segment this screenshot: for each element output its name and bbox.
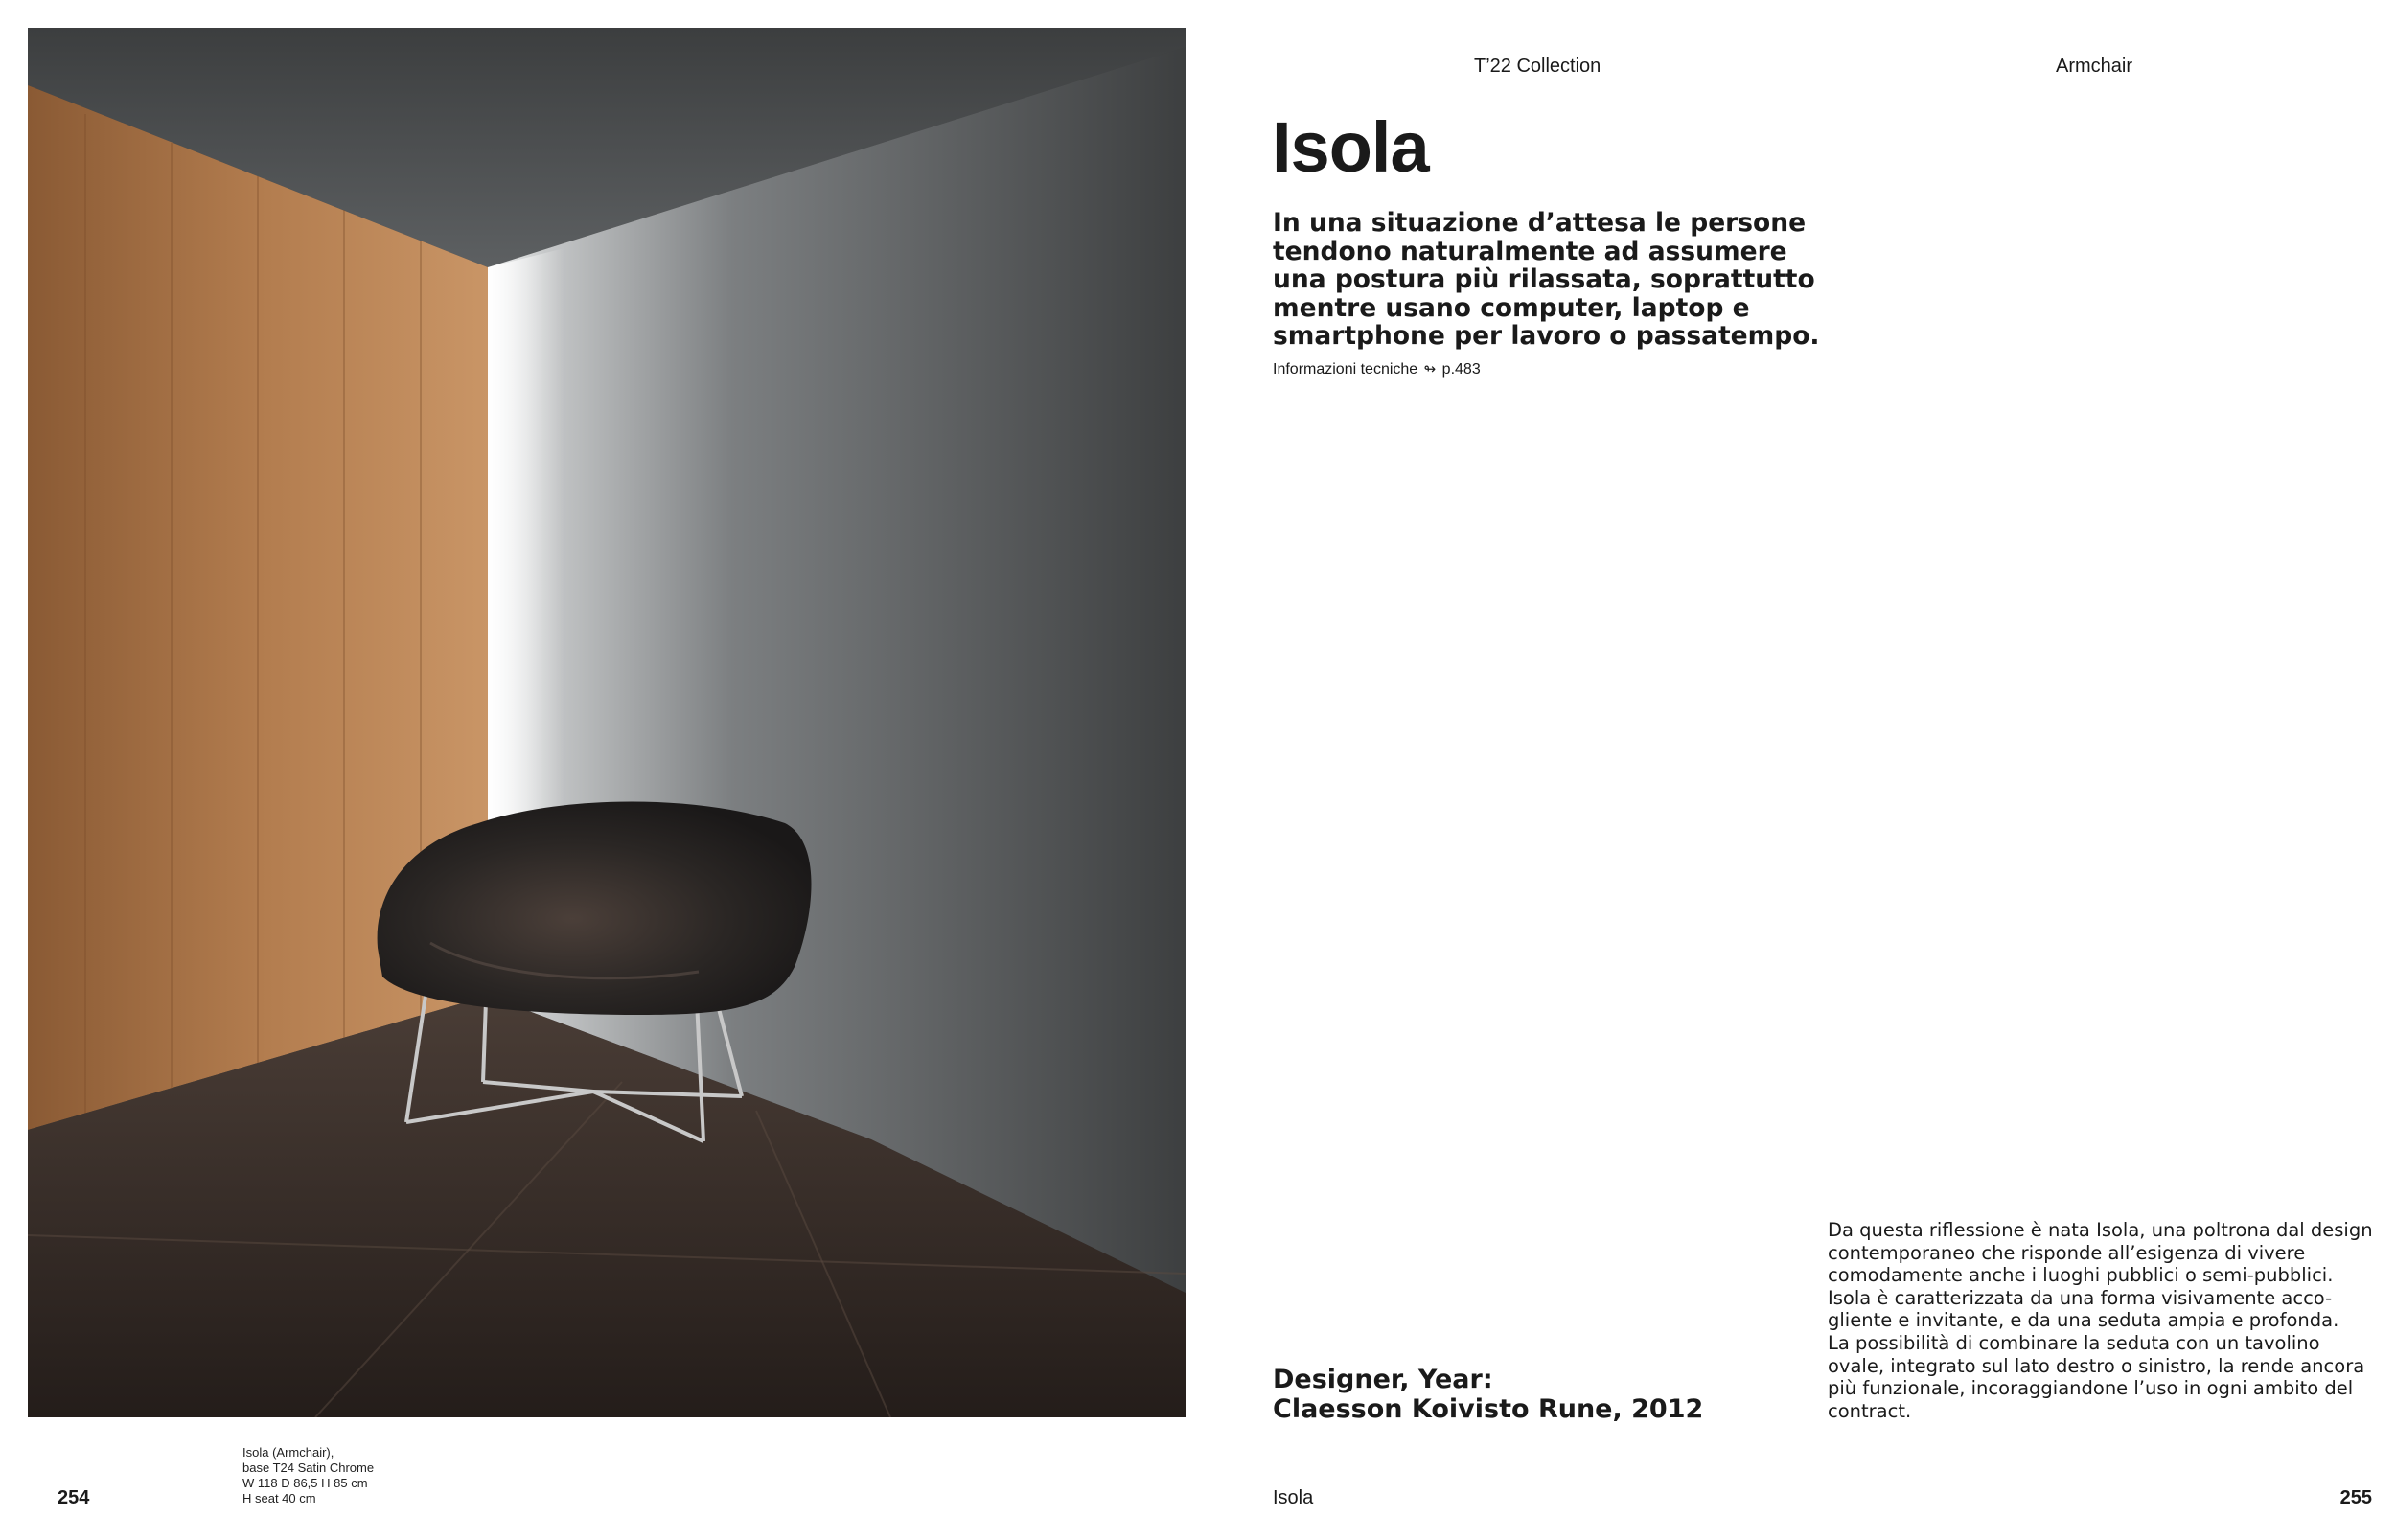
tech-info-page: p.483 [1441,361,1481,378]
description-line: contract. [1828,1399,1912,1422]
curved-arrow-icon: ↬ [1423,360,1437,378]
collection-label: T’22 Collection [1474,56,1601,77]
page-number-right: 255 [2339,1487,2372,1508]
designer-value: Claesson Koivisto Rune, 2012 [1273,1394,1704,1424]
description-paragraph [1828,1219,2384,1422]
page-number-left: 254 [58,1487,90,1508]
caption-line: H seat 40 cm [242,1491,316,1506]
description-line: più funzionale, incoraggiandone l’uso in ogni ambito del [1828,1377,2354,1400]
intro-line: mentre usano computer, laptop e [1273,292,1750,323]
description-line: La possibilità di combinare la seduta con un tavolino [1828,1331,2320,1354]
intro-line: smartphone per lavoro o passatempo. [1273,321,1820,351]
running-footer-title: Isola [1273,1487,1314,1508]
caption-line: Isola (Armchair), [242,1445,334,1460]
photo-caption [242,1445,374,1506]
tech-info-label: Informazioni tecniche [1273,361,1418,378]
designer-credit [1273,1365,1703,1424]
category-label: Armchair [2056,56,2133,77]
intro-line: tendono naturalmente ad assumere [1273,236,1787,266]
caption-line: W 118 D 86,5 H 85 cm [242,1476,368,1490]
description-line: contemporaneo che risponde all’esigenza di vivere [1828,1241,2306,1264]
tech-info-link[interactable] [1273,360,1481,379]
description-line: ovale, integrato sul lato destro o sinistro, la rende ancora [1828,1354,2365,1377]
designer-label: Designer, Year: [1273,1365,1493,1394]
description-line: comodamente anche i luoghi pubblici o semi-pubblici. [1828,1264,2334,1287]
description-line: Isola è caratterizzata da una forma visivamente acco- [1828,1286,2333,1309]
product-title: Isola [1272,107,1429,187]
description-line: Da questa riflessione è nata Isola, una poltrona dal design [1828,1219,2373,1241]
intro-paragraph [1273,208,1820,351]
armchair-photo-illustration [28,28,1186,1417]
product-photo [28,28,1186,1417]
caption-line: base T24 Satin Chrome [242,1460,375,1475]
intro-line: In una situazione d’attesa le persone [1273,208,1807,238]
intro-line: una postura più rilassata, soprattutto [1273,264,1815,294]
description-line: gliente e invitante, e da una seduta ampia e profonda. [1828,1309,2339,1332]
